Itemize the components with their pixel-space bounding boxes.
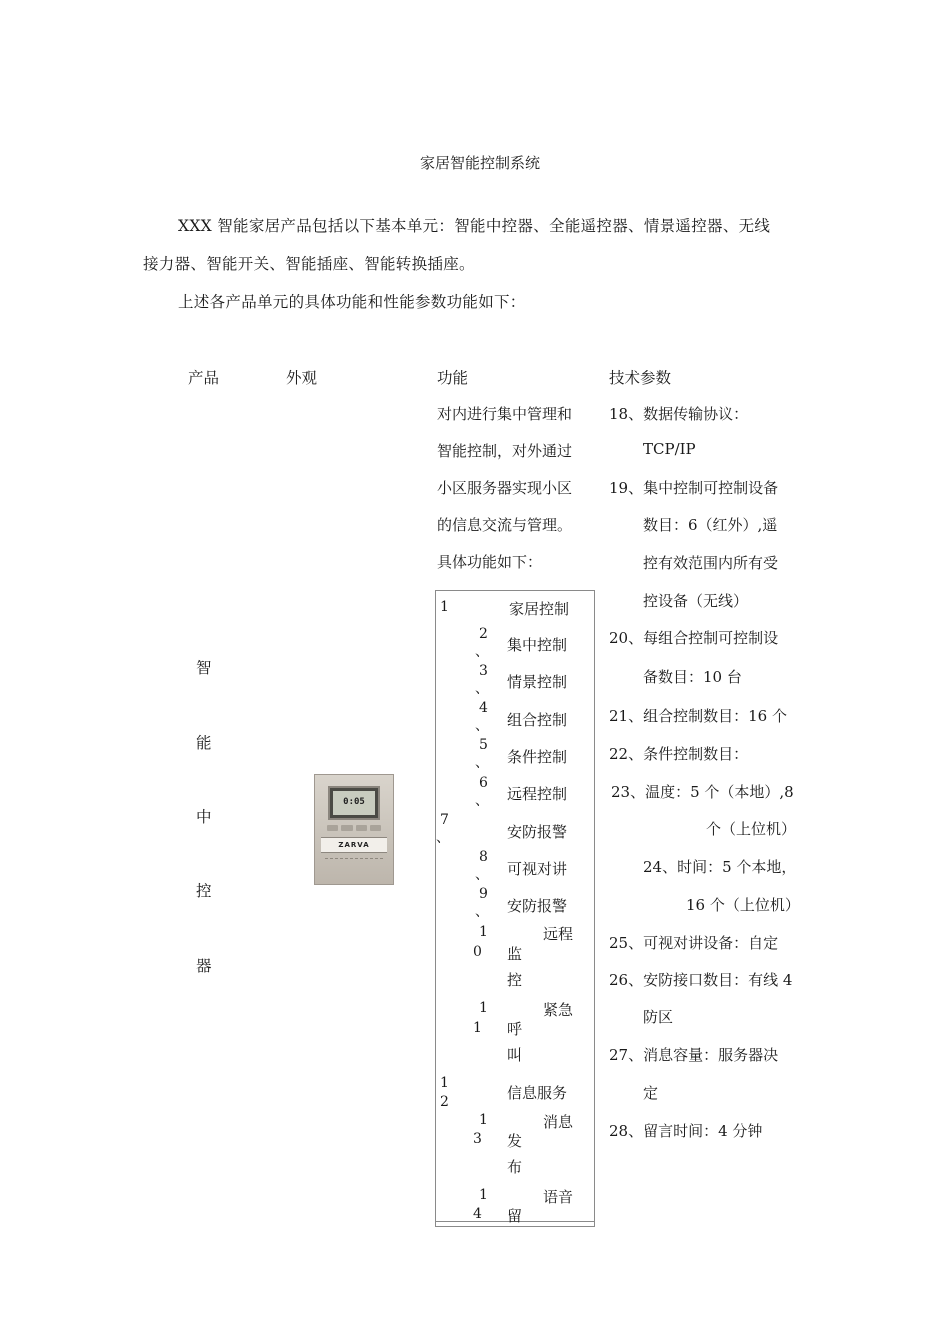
spec-line: 19、集中控制可控制设备 (609, 479, 779, 497)
device-buttons (327, 825, 381, 831)
function-item-label: 信息服务 (507, 1084, 568, 1102)
spec-line: 21、组合控制数目：16 个 (609, 707, 787, 725)
spec-line: 26、安防接口数目：有线 4 (609, 971, 793, 989)
function-item-label: 安防报警 (507, 897, 568, 915)
product-name-char: 能 (196, 734, 212, 752)
intro-line-3: 上述各产品单元的具体功能和性能参数功能如下： (178, 293, 526, 311)
device-lcd: 0:05 (333, 791, 375, 815)
function-intro-line: 对内进行集中管理和 (437, 405, 573, 423)
spec-line: 23、温度：5 个（本地）,8 (611, 783, 794, 801)
intro-line-2: 接力器、智能开关、智能插座、智能转换插座。 (143, 255, 475, 273)
function-item-label: 发 (507, 1132, 523, 1150)
function-item-number: 4 (479, 700, 488, 716)
function-item-label: 远程 (543, 925, 574, 943)
spec-line: 22、条件控制数目： (609, 745, 749, 763)
function-item-number: 1 (479, 924, 488, 940)
function-item-label: 集中控制 (507, 636, 568, 654)
product-name-char: 中 (196, 808, 212, 826)
spec-line: 18、数据传输协议： (609, 405, 749, 423)
function-item-label: 组合控制 (507, 711, 568, 729)
spec-line: 25、可视对讲设备：自定 (609, 934, 779, 952)
spec-line: 控设备（无线） (643, 592, 749, 610)
function-item-label: 情景控制 (507, 673, 568, 691)
function-item-number: 6 (479, 775, 488, 791)
function-item-number: 1 (479, 1112, 488, 1128)
function-item-number: 9 (479, 886, 488, 902)
function-intro-line: 的信息交流与管理。 (437, 516, 573, 534)
function-item-separator: 、 (475, 755, 489, 771)
function-item-label: 语音 (543, 1188, 574, 1206)
header-product: 产品 (188, 369, 220, 387)
spec-line: 个（上位机） (706, 820, 797, 838)
function-item-number: 1 (473, 1020, 482, 1036)
function-item-separator: 、 (475, 867, 489, 883)
function-item-label: 呼 (507, 1020, 523, 1038)
function-item-number: 3 (473, 1131, 482, 1147)
function-item-separator: 、 (475, 904, 489, 920)
function-intro-line: 小区服务器实现小区 (437, 479, 573, 497)
function-item-number: 4 (473, 1206, 482, 1222)
function-item-label: 消息 (543, 1113, 574, 1131)
function-item-separator: 、 (436, 830, 450, 846)
intro-line-1: XXX 智能家居产品包括以下基本单元：智能中控器、全能遥控器、情景遥控器、无线 (178, 217, 771, 235)
spec-line: 防区 (643, 1008, 674, 1026)
function-item-label: 布 (507, 1158, 523, 1176)
header-appearance: 外观 (286, 369, 318, 387)
function-item-separator: 、 (475, 718, 489, 734)
spec-line: 20、每组合控制可控制设 (609, 629, 779, 647)
function-item-label: 留 (507, 1207, 523, 1225)
function-item-label: 可视对讲 (507, 860, 568, 878)
function-item-number: 3 (479, 663, 488, 679)
header-function: 功能 (437, 369, 469, 387)
product-name-char: 器 (196, 957, 212, 975)
function-item-number: 1 (479, 1187, 488, 1203)
function-item-number: 1 (440, 1075, 449, 1091)
device-brand: ZARVA (321, 837, 387, 853)
function-item-label: 安防报警 (507, 823, 568, 841)
function-item-label: 家居控制 (509, 600, 570, 618)
function-item-number: 0 (473, 944, 482, 960)
spec-line: 备数目：10 台 (643, 668, 742, 686)
function-item-label: 监 (507, 945, 523, 963)
function-item-label: 控 (507, 971, 523, 989)
controller-device-image (314, 774, 394, 885)
function-item-number: 2 (479, 626, 488, 642)
function-item-number: 5 (479, 737, 488, 753)
function-item-separator: 、 (475, 644, 489, 660)
function-item-label: 远程控制 (507, 785, 568, 803)
function-intro-line: 智能控制，对外通过 (437, 442, 573, 460)
spec-line: 27、消息容量：服务器决 (609, 1046, 779, 1064)
function-item-separator: 、 (475, 793, 489, 809)
page-title: 家居智能控制系统 (419, 154, 540, 172)
product-name-char: 控 (196, 882, 212, 900)
function-intro-line: 具体功能如下： (437, 553, 543, 571)
function-item-number: 1 (479, 1000, 488, 1016)
function-item-label: 紧急 (543, 1001, 574, 1019)
spec-line: 16 个（上位机） (686, 896, 800, 914)
spec-line: TCP/IP (643, 440, 696, 458)
device-screen (328, 786, 380, 820)
spec-line: 28、留言时间：4 分钟 (609, 1122, 763, 1140)
spec-line: 24、时间：5 个本地， (643, 858, 797, 876)
function-item-number: 7 (440, 812, 449, 828)
function-item-separator: 、 (475, 681, 489, 697)
spec-line: 数目：6（红外）,遥 (643, 516, 778, 534)
function-item-label: 叫 (507, 1046, 523, 1064)
function-item-number: 8 (479, 849, 488, 865)
function-item-label: 条件控制 (507, 748, 568, 766)
function-item-number: 2 (440, 1094, 449, 1110)
spec-line: 控有效范围内所有受 (643, 554, 779, 572)
product-name-char: 智 (196, 659, 212, 677)
header-specs: 技术参数 (609, 369, 672, 387)
device-divider (325, 858, 383, 862)
spec-line: 定 (643, 1084, 659, 1102)
function-item-number: 1 (440, 599, 449, 615)
